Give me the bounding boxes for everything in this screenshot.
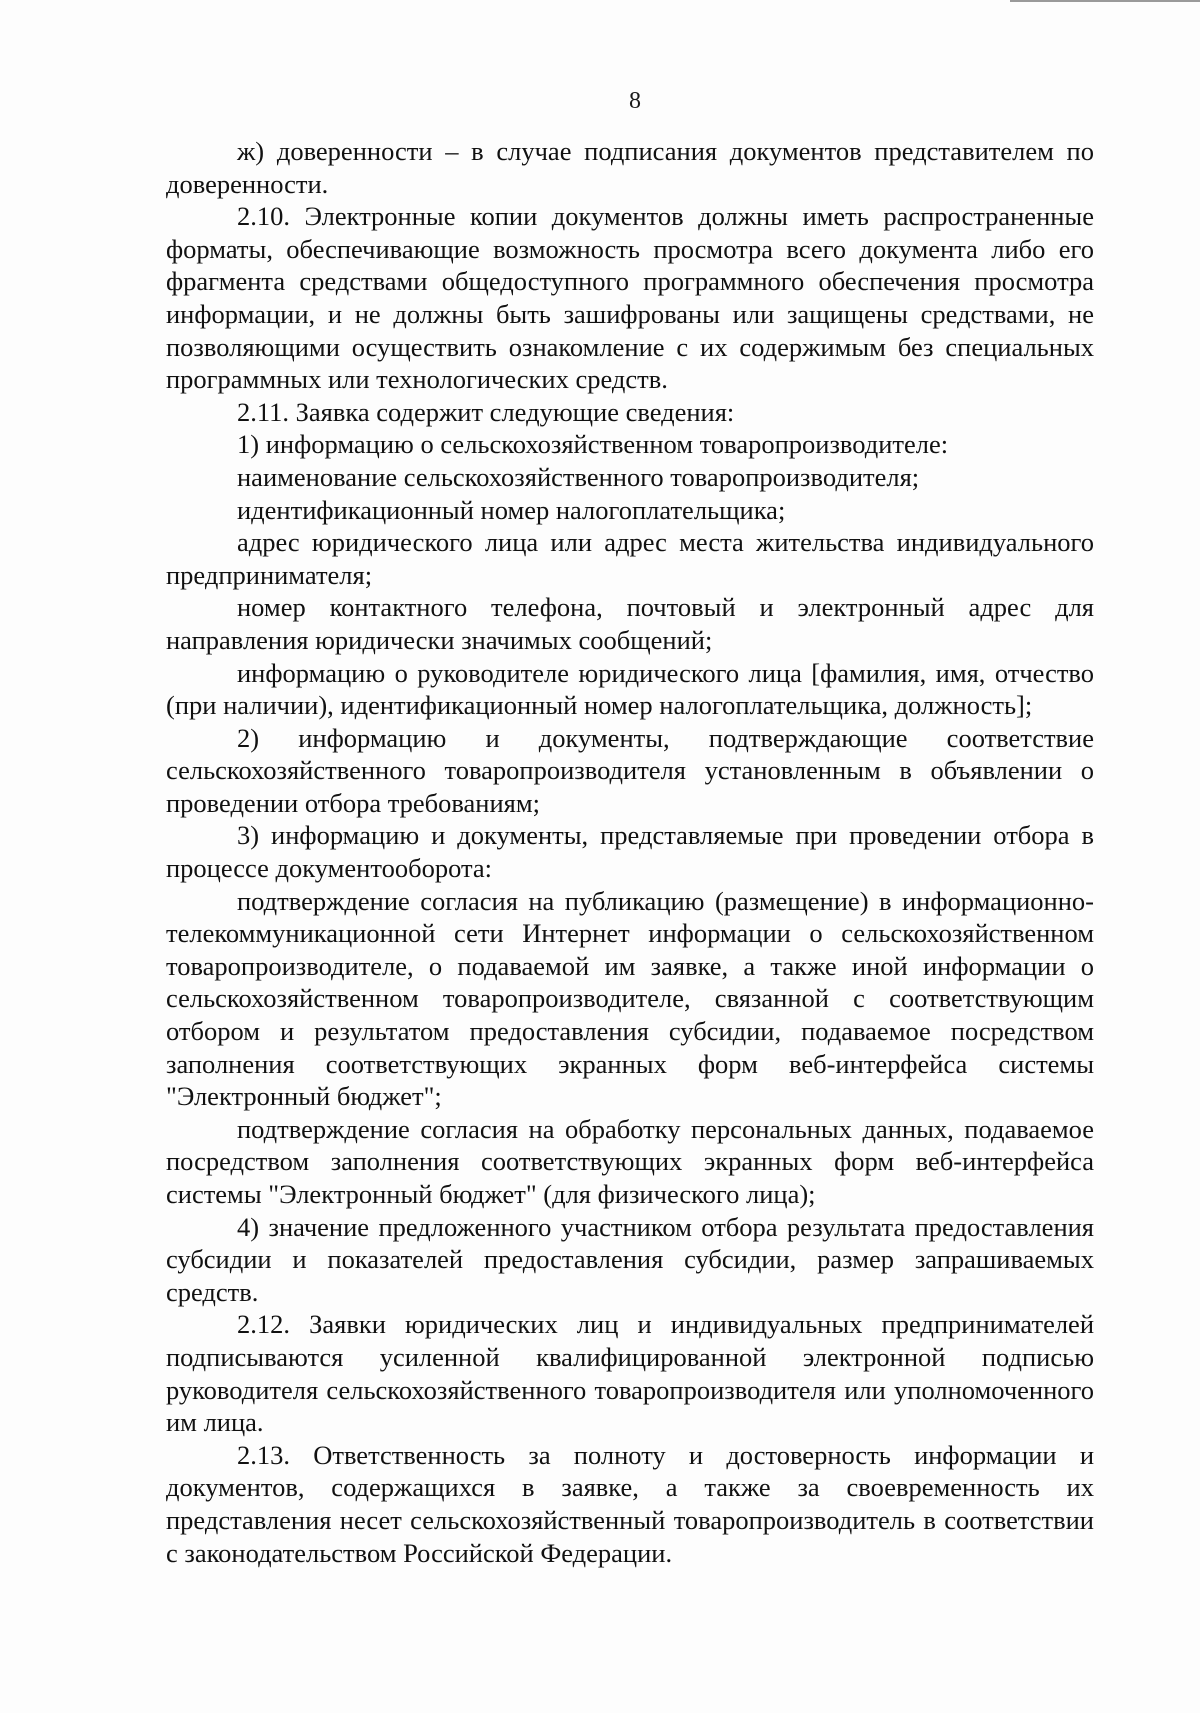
paragraph-item-zh: ж) доверенности – в случае подписания документов представителем по доверенности.: [166, 136, 1094, 199]
paragraph-item-4: 4) значение предложенного участником отбора результата предоставления субсидии и показателей предоставления субсидии, размер запрашиваемых средств.: [166, 1211, 1094, 1307]
page-number: 8: [629, 88, 641, 114]
paragraph-2-13: 2.13. Ответственность за полноту и достоверность информации и документов, содержащихся в заявке, а также за своевременность их представления несет сельскохозяйственный товаропроизводитель в соответствии с законодательством Российской Федерации.: [166, 1439, 1094, 1568]
paragraph-director-info: информацию о руководителе юридического лица [фамилия, имя, отчество (при наличии), идентификационный номер налогоплательщика, должность];: [166, 657, 1094, 721]
paragraph-2-12: 2.12. Заявки юридических лиц и индивидуальных предпринимателей подписываются усиленной квалифицированной электронной подписью руководителя сельскохозяйственного товаропроизводителя или уполномоченного им лица.: [166, 1309, 1094, 1438]
paragraph-publication-consent: подтверждение согласия на публикацию (размещение) в информационно-телекоммуникационной сети Интернет информации о сельскохозяйственном товаропроизводителе, о подаваемой им заявке, а также иной информации о сельскохозяйственном товаропроизводителе, связанной с соответствующим отбором и результатом предоставления субсидии, подаваемое посредством заполнения соответствующих экранных форм веб-интерфейса системы "Электронный бюджет";: [166, 885, 1094, 1112]
paragraph-item-3: 3) информацию и документы, представляемые при проведении отбора в процессе документооборота:: [166, 820, 1094, 884]
paragraph-name: наименование сельскохозяйственного товаропроизводителя;: [237, 461, 920, 492]
paragraph-item-1: 1) информацию о сельскохозяйственном товаропроизводителе:: [237, 429, 949, 460]
paragraph-address: адрес юридического лица или адрес места жительства индивидуального предпринимателя;: [166, 527, 1094, 590]
paragraph-personal-data-consent: подтверждение согласия на обработку персональных данных, подаваемое посредством заполнения соответствующих экранных форм веб-интерфейса системы "Электронный бюджет" (для физического лица);: [166, 1113, 1094, 1209]
paragraph-inn: идентификационный номер налогоплательщика;: [237, 494, 786, 525]
paragraph-2-11: 2.11. Заявка содержит следующие сведения:: [237, 396, 735, 427]
paragraph-contacts: номер контактного телефона, почтовый и электронный адрес для направления юридически значимых сообщений;: [166, 592, 1094, 655]
document-body: [166, 135, 1094, 1569]
paragraph-2-10: 2.10. Электронные копии документов должны иметь распространенные форматы, обеспечивающие возможность просмотра всего документа либо его фрагмента средствами общедоступного программного обеспечения просмотра информации, и не должны быть зашифрованы или защищены средствами, не позволяющими осуществить ознакомление с их содержимым без специальных программных или технологических средств.: [166, 201, 1094, 395]
paragraph-item-2: 2) информацию и документы, подтверждающие соответствие сельскохозяйственного товаропроизводителя установленным в объявлении о проведении отбора требованиям;: [166, 722, 1094, 818]
scan-edge-line: [1010, 0, 1200, 2]
